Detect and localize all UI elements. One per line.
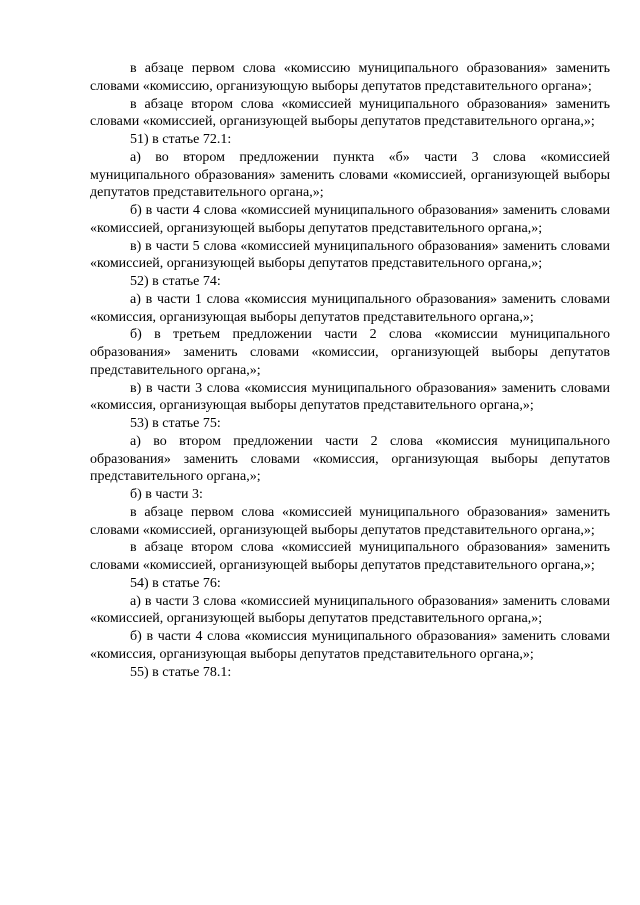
item-54-a: а) в части 3 слова «комиссией муниципального образования» заменить словами «комиссией, организующей выборы депутатов представительного органа,»;: [90, 593, 610, 627]
item-54-heading: 54) в статье 76:: [130, 575, 221, 591]
item-53-b-heading: б) в части 3:: [130, 487, 203, 502]
item-52-a: а) в части 1 слова «комиссия муниципального образования» заменить словами «комиссия, организующая выборы депутатов представительного органа,»;: [90, 291, 610, 325]
item-55-heading: 55) в статье 78.1:: [130, 664, 232, 680]
item-51-b: б) в части 4 слова «комиссией муниципального образования» заменить словами «комиссией, организующей выборы депутатов представительного органа,»;: [90, 203, 610, 236]
item-53-b-first-abzac: в абзаце первом слова «комиссией муниципального образования» заменить словами «комиссией, организующей выборы депутатов представительного органа,»;: [90, 504, 610, 538]
paragraph-amend-first-abzac: в абзаце первом слова «комиссию муниципального образования» заменить словами «комиссию, организующую выборы депутатов представительного органа»;: [90, 61, 610, 94]
item-51-a: а) во втором предложении пункта «б» части 3 слова «комиссией муниципального образования» заменить словами «комиссией, организующей выборы депутатов представительного органа,»;: [90, 149, 610, 201]
item-53-heading: 53) в статье 75:: [130, 416, 221, 431]
item-53-b-second-abzac: в абзаце втором слова «комиссией муниципального образования» заменить словами «комиссией, организующей выборы депутатов представительного органа,»;: [90, 540, 610, 573]
item-51-v: в) в части 5 слова «комиссией муниципального образования» заменить словами «комиссией, организующей выборы депутатов представительного органа,»;: [90, 238, 610, 272]
item-52-b: б) в третьем предложении части 2 слова «комиссии муниципального образования» заменить словами «комиссии, организующей выборы депутатов представительного органа,»;: [90, 327, 610, 378]
item-51-heading: 51) в статье 72.1:: [130, 132, 232, 147]
item-52-heading: 52) в статье 74:: [130, 274, 221, 289]
item-54-b: б) в части 4 слова «комиссия муниципального образования» заменить словами «комиссия, организующая выборы депутатов представительного органа,»;: [90, 629, 610, 662]
item-52-v: в) в части 3 слова «комиссия муниципального образования» заменить словами «комиссия, организующая выборы депутатов представительного органа,»;: [90, 380, 610, 414]
item-53-a: а) во втором предложении части 2 слова «комиссия муниципального образования» заменить словами «комиссия, организующая выборы депутатов представительного органа,»;: [90, 433, 610, 485]
paragraph-amend-second-abzac: в абзаце втором слова «комиссией муниципального образования» заменить словами «комиссией, организующей выборы депутатов представительного органа,»;: [90, 96, 610, 130]
